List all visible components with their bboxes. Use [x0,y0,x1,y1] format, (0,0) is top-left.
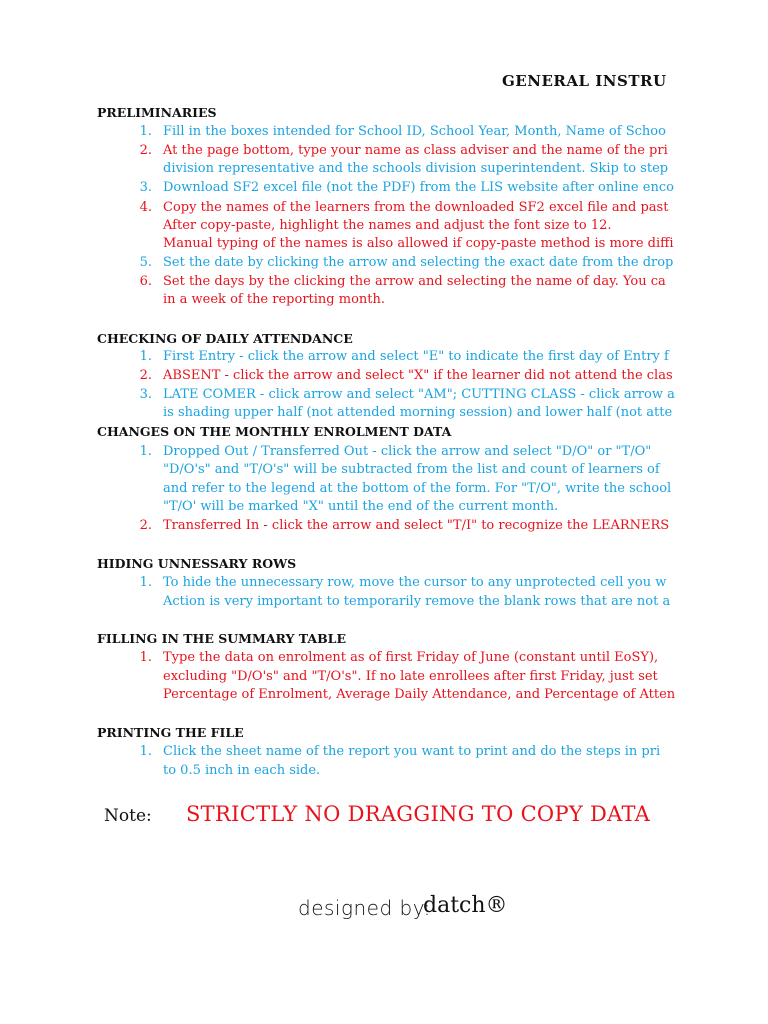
item-number: 1. [139,575,152,590]
instruction-line: Set the days by the clicking the arrow and selecting the name of day. You ca [163,274,666,289]
item-number: 2. [139,143,152,158]
designed-by-label: designed by: [298,896,431,920]
item-number: 1. [139,124,152,139]
instruction-line: Action is very important to temporarily remove the blank rows that are not a [163,594,671,609]
section-heading-hiding-rows: HIDING UNNESSARY ROWS [97,556,297,571]
instruction-line: Fill in the boxes intended for School ID, School Year, Month, Name of Schoo [163,124,666,139]
note-warning: STRICTLY NO DRAGGING TO COPY DATA [186,802,651,826]
item-number: 2. [139,368,152,383]
instruction-line: Download SF2 excel file (not the PDF) from the LIS website after online enco [163,180,674,195]
page-title: GENERAL INSTRU [502,72,667,90]
section-heading-summary-table: FILLING IN THE SUMMARY TABLE [97,631,346,646]
instruction-line: Manual typing of the names is also allowed if copy-paste method is more diffi [163,236,674,251]
instruction-line: Click the sheet name of the report you want to print and do the steps in pri [163,744,661,759]
instruction-line: is shading upper half (not attended morning session) and lower half (not atte [163,405,673,420]
instruction-line: "T/O' will be marked "X" until the end of the current month. [163,499,559,514]
instruction-line: Copy the names of the learners from the downloaded SF2 excel file and past [163,200,669,215]
instruction-line: in a week of the reporting month. [163,292,385,307]
item-number: 3. [139,180,152,195]
instruction-line: division representative and the schools division superintendent. Skip to step [163,161,669,176]
item-number: 1. [139,650,152,665]
section-heading-daily-attendance: CHECKING OF DAILY ATTENDANCE [97,331,353,346]
instruction-line: Set the date by clicking the arrow and selecting the exact date from the drop [163,255,674,270]
instruction-line: "D/O's" and "T/O's" will be subtracted from the list and count of learners of [163,462,660,477]
instruction-line: After copy-paste, highlight the names and adjust the font size to 12. [163,218,612,233]
instruction-line: excluding "D/O's" and "T/O's". If no late enrollees after first Friday, just set [163,669,658,684]
item-number: 1. [139,349,152,364]
section-heading-enrolment-changes: CHANGES ON THE MONTHLY ENROLMENT DATA [97,424,452,439]
instruction-line: Dropped Out / Transferred Out - click the arrow and select "D/O" or "T/O" [163,444,652,459]
instruction-line: LATE COMER - click arrow and select "AM"; CUTTING CLASS - click arrow a [163,387,675,402]
instruction-line: At the page bottom, type your name as class adviser and the name of the pri [163,143,668,158]
instruction-line: To hide the unnecessary row, move the cursor to any unprotected cell you w [163,575,667,590]
section-heading-preliminaries: PRELIMINARIES [97,105,217,120]
instruction-line: to 0.5 inch in each side. [163,763,321,778]
instruction-line: Transferred In - click the arrow and select "T/I" to recognize the LEARNERS [163,518,670,533]
instruction-line: and refer to the legend at the bottom of the form. For "T/O", write the school [163,481,672,496]
instruction-line: Percentage of Enrolment, Average Daily Attendance, and Percentage of Atten [163,687,676,702]
section-heading-printing: PRINTING THE FILE [97,725,244,740]
item-number: 1. [139,744,152,759]
item-number: 5. [139,255,152,270]
item-number: 2. [139,518,152,533]
item-number: 6. [139,274,152,289]
item-number: 4. [139,200,152,215]
note-label: Note: [104,806,152,826]
item-number: 1. [139,444,152,459]
instruction-line: First Entry - click the arrow and select "E" to indicate the first day of Entry f [163,349,669,364]
author-name: datch® [423,893,508,918]
item-number: 3. [139,387,152,402]
instruction-line: Type the data on enrolment as of first Friday of June (constant until EoSY), [163,650,659,665]
instruction-line: ABSENT - click the arrow and select "X" if the learner did not attend the clas [163,368,673,383]
